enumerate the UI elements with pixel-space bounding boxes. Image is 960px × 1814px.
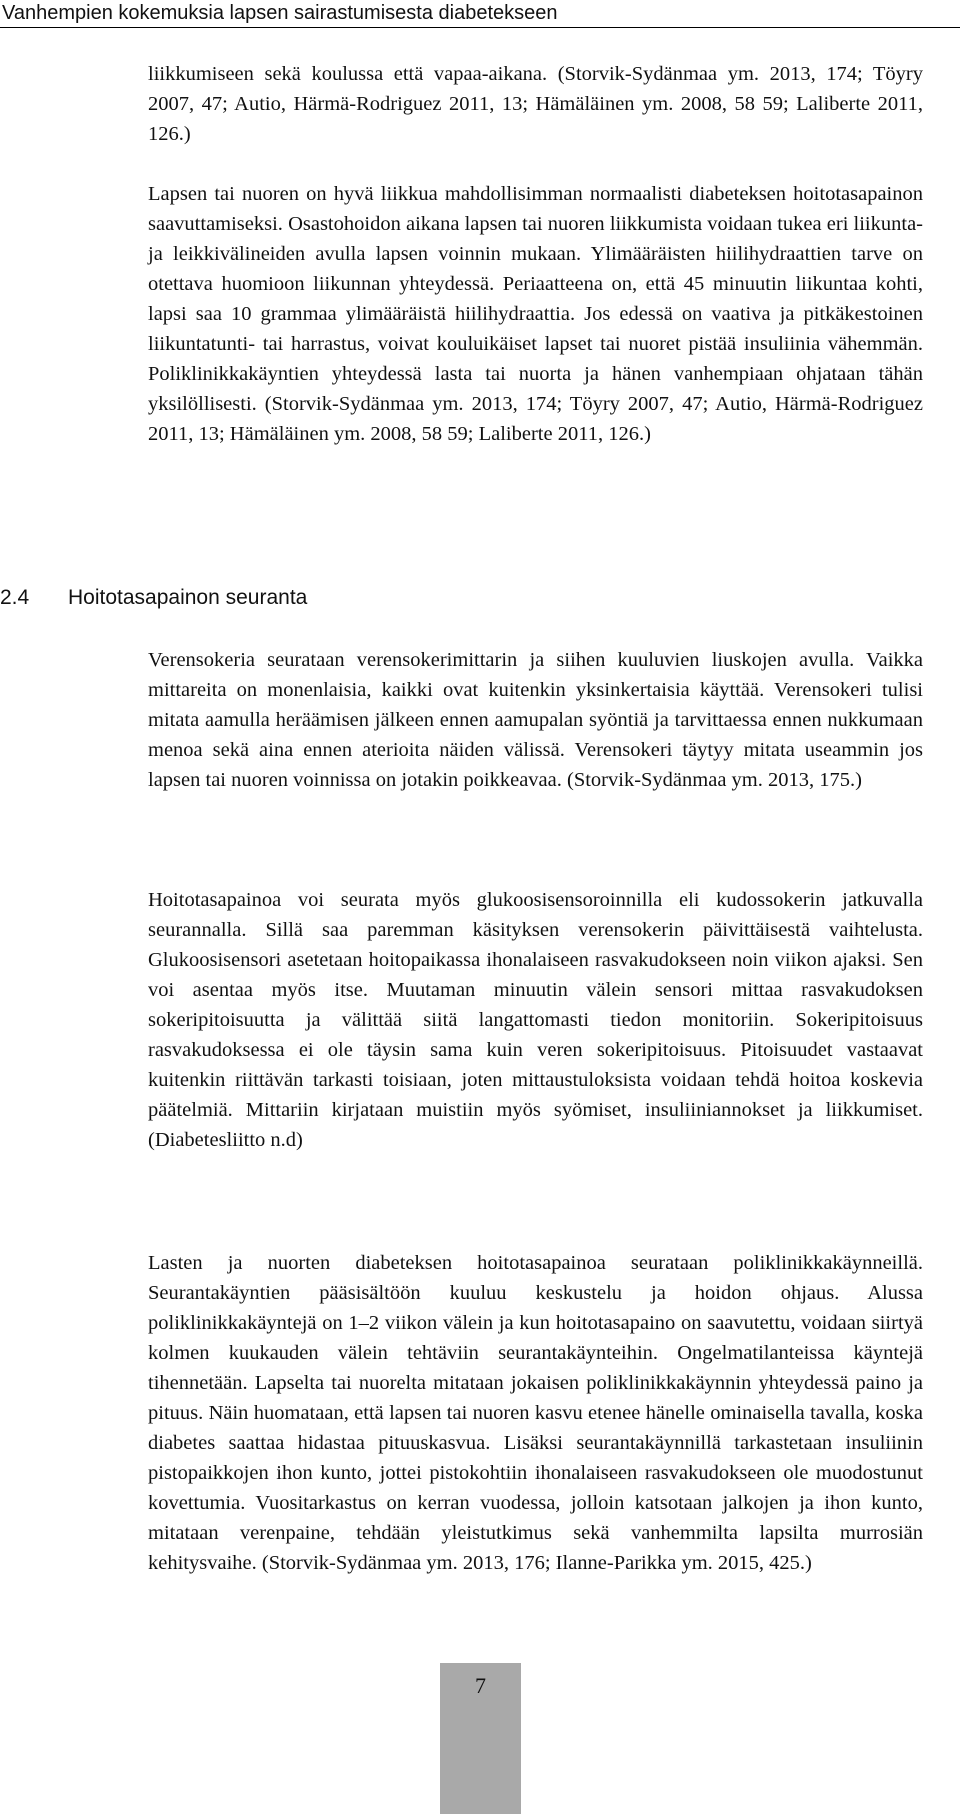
- paragraph-exercise-continuation: liikkumiseen sekä koulussa että vapaa-aikana. (Storvik-Sydänmaa ym. 2013, 174; Töyry 2007, 47; Autio, Härmä-Rodriguez 2011, 13; Hämäläinen ym. 2008, 58 59; Laliberte 2011, 126.): [148, 63, 923, 145]
- section-number: 2.4: [0, 586, 30, 609]
- running-header: Vanhempien kokemuksia lapsen sairastumisesta diabetekseen: [0, 0, 960, 28]
- section-heading: [0, 583, 307, 613]
- page-number: 7: [475, 1673, 486, 1698]
- paragraph-exercise-guidance: Lapsen tai nuoren on hyvä liikkua mahdollisimman normaalisti diabeteksen hoitotasapainon saavuttamiseksi. Osastohoidon aikana lapsen tai nuoren liikkumista voidaan tukea eri liikunta- ja leikkivälineiden avulla lapsen voinnin mukaan. Ylimääräisten hiilihydraattien tarve on otettava huomioon liikunnan yhteydessä. Periaatteena on, että 45 minuutin liikuntaa kohti, lapsi saa 10 grammaa ylimääräistä hiilihydraattia. Jos edessä on vaativa ja pitkäkestoinen liikuntatunti- tai harrastus, voivat kouluikäiset lapset tai nuoret pistää insuliinia vähemmän. Poliklinikkakäyntien yhteydessä lasta tai nuorta ja hänen vanhempiaan ohjataan tähän yksilöllisesti. (Storvik-Sydänmaa ym. 2013, 174; Töyry 2007, 47; Autio, Härmä-Rodriguez 2011, 13; Hämäläinen ym. 2008, 58 59; Laliberte 2011, 126.): [148, 183, 923, 445]
- paragraph-glucose-sensor: Hoitotasapainoa voi seurata myös glukoosisensoroinnilla eli kudossokerin jatkuvalla seurannalla. Sillä saa paremman käsityksen verensokerin päivittäisestä vaihtelusta. Glukoosisensori asetetaan hoitopaikassa ihonalaiseen rasvakudokseen noin viikon ajaksi. Sen voi asentaa myös itse. Muutaman minuutin välein sensori mittaa rasvakudoksen sokeripitoisuutta ja välittää siitä langattomasti tiedon monitoriin. Sokeripitoisuus rasvakudoksessa ei ole täysin sama kuin veren sokeripitoisuus. Pitoisuudet vastaavat kuitenkin riittävän tarkasti toisiaan, joten mittaustuloksista voidaan tehdä hoitoa koskevia päätelmiä. Mittariin kirjataan muistiin myös syömiset, insuliiniannokset ja liikkumiset. (Diabetesliitto n.d): [148, 889, 923, 1151]
- paragraph-clinic-visits: Lasten ja nuorten diabeteksen hoitotasapainoa seurataan poliklinikkakäynneillä. Seurantakäyntien pääsisältöön kuuluu keskustelu ja hoidon ohjaus. Alussa poliklinikkakäyntejä on 1–2 viikon välein ja kun hoitotasapaino on saavutettu, voidaan siirtyä kolmen kuukauden välein tehtäviin seurantakäynteihin. Ongelmatilanteissa käyntejä tihennetään. Lapselta tai nuorelta mitataan jokaisen poliklinikkakäynnin yhteydessä paino ja pituus. Näin huomataan, että lapsen tai nuoren kasvu etenee hänelle ominaisella tavalla, koska diabetes saattaa hidastaa pituuskasvua. Lisäksi seurantakäynnillä tarkastetaan insuliinin pistopaikkojen ihon kunto, jottei pistokohtiin ihonalaiseen rasvakudokseen ole muodostunut kovettumia. Vuositarkastus on kerran vuodessa, jolloin katsotaan jalkojen ja ihon kunto, mitataan verenpaine, tehdään yleistutkimus sekä vanhemmilta lapsilta murrosiän kehitysvaihe. (Storvik-Sydänmaa ym. 2013, 176; Ilanne-Parikka ym. 2015, 425.): [148, 1252, 923, 1574]
- page-number-box: [440, 1663, 521, 1814]
- section-title: Hoitotasapainon seuranta: [68, 586, 308, 609]
- paragraph-blood-sugar-monitoring: Verensokeria seurataan verensokerimittarin ja siihen kuuluvien liuskojen avulla. Vaikka mittareita on monenlaisia, kaikki ovat kuitenkin yksinkertaisia käyttää. Verensokeri tulisi mitata aamulla heräämisen jälkeen ennen aamupalan syöntiä ja tarvittaessa ennen nukkumaan menoa sekä aina ennen aterioita näiden välissä. Verensokeri täytyy mitata useammin jos lapsen tai nuoren voinnissa on jotakin poikkeavaa. (Storvik-Sydänmaa ym. 2013, 175.): [148, 649, 923, 791]
